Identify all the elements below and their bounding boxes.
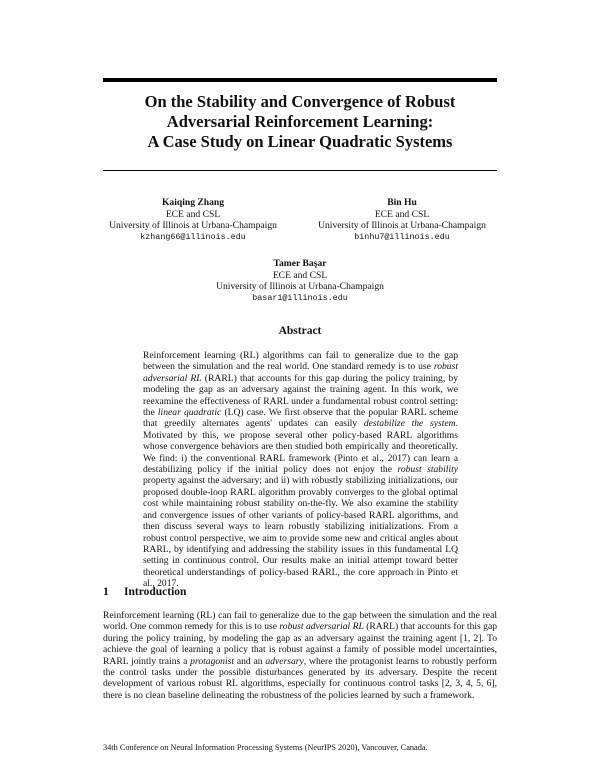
intro-emphasis: adversary (265, 655, 304, 667)
abstract-text: (RARL) that accounts for this gap during the policy training, by modeling the gap as an adversary against the training agent. In this work, we reexamine the effectiveness of RARL under a fundamental robust control setting: the (143, 372, 458, 419)
abstract-text: . Motivated by this, we propose several other policy-based RARL algorithms whose convergence behaviors are then studied both empirically and theoretically. We find: i) the conventional RARL framework (Pinto et al., 2017) can learn a destabilizing policy if the initial policy does not enjoy the (143, 418, 458, 476)
title-line: A Case Study on Linear Quadratic Systems (147, 132, 453, 151)
intro-body (103, 610, 497, 701)
section-number: 1 (103, 586, 109, 598)
intro-text: , where the protagonist learns to robustly perform the control tasks under the possible disturbances generated by its adversary. Despite the recent development of various robust RL algorithms, especially for continuous control tasks [2, 3, 4, 5, 6], there is no clean baseline delineating the robustness of the policies learned by such a framework. (103, 655, 497, 701)
abstract-emphasis: linear quadratic (157, 407, 222, 419)
author-name: Bin Hu (387, 197, 417, 208)
conference-footnote: 34th Conference on Neural Information Processing Systems (NeurIPS 2020), Vancouver, Canada. (103, 743, 428, 752)
intro-text: and an (234, 655, 266, 667)
intro-text: Reinforcement learning (RL) can fail to generalize due to the gap between the simulation and the real world. One common remedy for this is to use (103, 610, 497, 633)
author-name: Tamer Başar (273, 258, 327, 269)
intro-emphasis: robust adversarial RL (279, 621, 364, 633)
abstract-text: (LQ) case. We first observe that the popular RARL scheme that greedily alternates agents' updates can easily (143, 407, 459, 430)
intro-emphasis: protagonist (190, 655, 235, 667)
abstract-heading: Abstract (278, 325, 322, 337)
author-dept: ECE and CSL (374, 208, 430, 220)
author-affiliation: University of Illinois at Urbana-Champaign (318, 220, 486, 231)
author-affiliation: University of Illinois at Urbana-Champaign (109, 220, 277, 231)
abstract-body (143, 350, 458, 590)
title-line: On the Stability and Convergence of Robust (144, 92, 456, 111)
author-dept: ECE and CSL (272, 269, 328, 281)
author-affiliation: University of Illinois at Urbana-Champaign (216, 281, 384, 292)
section-heading (103, 586, 186, 598)
intro-text: (RARL) that accounts for this gap during the policy training, by modeling the gap as an adversary against the training agent [1, 2]. To achieve the goal of learning a policy that is robust against a family of possible model uncertainties, RARL jointly trains a (103, 621, 498, 667)
title-line: Adversarial Reinforcement Learning: (166, 112, 434, 131)
author-block (180, 258, 420, 304)
abstract-emphasis: robust adversarial RL (143, 361, 458, 384)
author-dept: ECE and CSL (165, 208, 221, 220)
abstract-text: property against the adversary; and ii) with robustly stabilizing initializations, our proposed double-loop RARL algorithm provably converges to the global optimal cost while maintaining robust stability on-the-fly. We also examine the stability and convergence issues of other variants of policy-based RARL algorithms, and then discuss several ways to learn robustly stabilizing initializations. From a robust control perspective, we aim to provide some new and critical angles about RARL, by identifying and addressing the stability issues in this fundamental LQ setting in continuous control. Our results make an initial attempt toward better theoretical understandings of policy-based RARL, the core approach in Pinto et al., 2017. (143, 475, 458, 590)
section-title: Introduction (124, 586, 187, 598)
author-block (300, 197, 504, 243)
paper-title (60, 92, 540, 152)
abstract-text: Reinforcement learning (RL) algorithms can fail to generalize due to the gap between the simulation and the real world. One standard remedy is to use (143, 350, 458, 373)
top-rule (103, 78, 497, 82)
bottom-rule (103, 170, 497, 171)
abstract-emphasis: destabilize the system (363, 418, 456, 430)
author-email[interactable]: binhu7@illinois.edu (354, 231, 450, 242)
author-email[interactable]: basar1@illinois.edu (252, 292, 348, 303)
author-email[interactable]: kzhang66@illinois.edu (140, 231, 246, 242)
author-name: Kaiqing Zhang (161, 197, 225, 208)
abstract-emphasis: robust stability (397, 464, 458, 476)
author-block (88, 197, 298, 243)
